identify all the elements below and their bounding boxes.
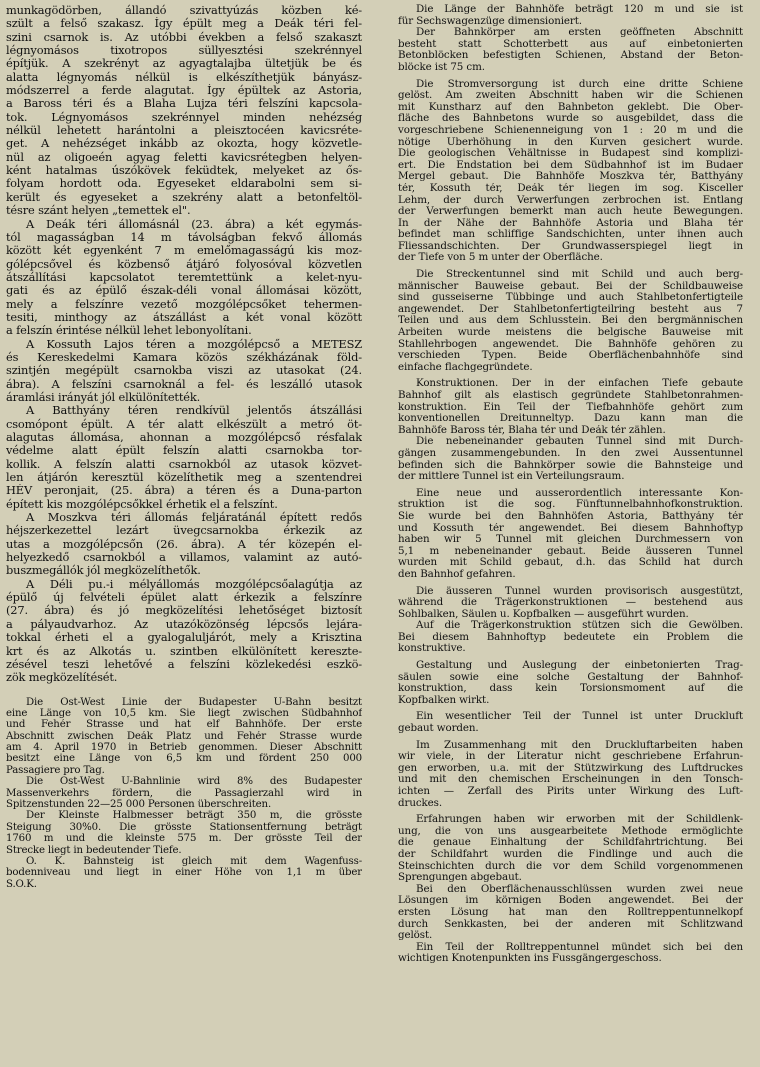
text-line: der mittlere Tunnel ist ein Verteilungsraum. bbox=[398, 471, 625, 483]
paragraph bbox=[398, 884, 743, 942]
text-line: tól magasságban 14 m távolságban fekvő állomás bbox=[6, 230, 362, 244]
text-line: Die Stromversorgung ist durch eine dritte Schiene bbox=[416, 78, 743, 90]
text-line: Bei den Oberflächenausschlüssen wurden zwei neue bbox=[416, 883, 743, 895]
text-line: während die Trägerkonstruktionen — bestehend aus bbox=[398, 597, 743, 609]
text-line: befindet man schliffige Sandschichten, unter ihnen auch bbox=[398, 229, 743, 241]
text-line: O. K. Bahnsteig ist gleich mit dem Wagenfuss- bbox=[26, 856, 362, 867]
text-line: védelme alatt épült felszín alatti csarnokba tor- bbox=[6, 444, 362, 458]
text-line: konstruktion, dass kein Torsionsmoment auf die bbox=[398, 683, 743, 695]
paragraph bbox=[6, 338, 362, 405]
text-line: ábra). A felszíni csarnoknál a fel- és leszálló utasok bbox=[6, 377, 362, 391]
text-line: Spitzenstunden 22—25 000 Personen überschreiten. bbox=[6, 799, 272, 811]
text-line: A Batthyány téren rendkívül jelentős átszállási bbox=[26, 404, 362, 418]
text-line: und Kossuth tér angewendet. Bei diesem Bahnhoftyp bbox=[398, 522, 743, 534]
text-line: A Kossuth Lajos téren a mozgólépcső a METESZ bbox=[26, 337, 362, 351]
text-line: gebaut worden. bbox=[398, 723, 479, 735]
text-line: zök megközelítését. bbox=[6, 671, 118, 685]
text-line: Sie wurde bei den Bahnhöfen Astoria, Batthyány tér bbox=[398, 510, 743, 522]
text-line: Kopfbalken wirkt. bbox=[398, 694, 490, 706]
text-line: között két egyenként 7 m emelőmagasságú kis moz- bbox=[6, 244, 362, 258]
text-line: gati és az épülő észak-déli vonal állomásai között, bbox=[6, 284, 362, 298]
paragraph bbox=[398, 586, 743, 621]
text-line: säulen sowie eine solche Gestaltung der Bahnhof- bbox=[398, 671, 743, 683]
text-line: Erfahrungen haben wir erworben mit der Schildlenk- bbox=[416, 814, 743, 826]
text-line: Massenverkehrs fördern, die Passagierzahl wird in bbox=[6, 787, 362, 799]
paragraph bbox=[6, 578, 362, 685]
text-line: buszmegállók jól megközelíthetők. bbox=[6, 564, 201, 578]
text-line: Steinschichten durch die vor dem Schild vorgenommenen bbox=[398, 860, 743, 872]
text-line: Die nebeneinander gebauten Tunnel sind mit Durch- bbox=[416, 436, 743, 448]
text-line: a pályaudvarhoz. Az utazóközönség lépcsős lejára- bbox=[6, 617, 362, 631]
text-line: héjszerkezettel lezárt üvegcsarnokba érkezik az bbox=[6, 524, 362, 538]
text-line: a Baross téri és a Blaha Lujza téri felszíni kapcsola- bbox=[6, 97, 362, 111]
text-line: Sohlbalken, Säulen u. Kopfbalken — ausgeführt wurden. bbox=[398, 608, 689, 620]
text-line: tesiti, minthogy az átszállást a két vonal között bbox=[6, 310, 362, 324]
text-line: csomópont épült. A tér alatt elkészült a metró öt- bbox=[6, 417, 362, 431]
text-line: Die Ost-West Linie der Budapester U-Bahn besitzt bbox=[26, 696, 362, 708]
text-line: durch Senkkasten, bei der anderen mit Schlitzwand bbox=[398, 918, 743, 930]
text-line: 1760 m und die kleinste 575 m. Der grösste Teil der bbox=[6, 833, 362, 845]
text-line: ersten Lösung hat man den Rolltreppentunnelkopf bbox=[398, 906, 743, 918]
text-line: die genaue Einhaltung der Schildfahrtrichtung. Bei bbox=[398, 837, 743, 849]
text-line: struktion ist die sog. Fünftunnelbahnhofkonstruktion. bbox=[398, 499, 743, 511]
text-line: und mit den chemischen Erscheinungen in den Tonsch- bbox=[398, 774, 743, 786]
text-line: tér, Kossuth tér, Deák tér liegen im sog. Kisceller bbox=[398, 182, 743, 194]
text-line: konventionellen Dreitunneltyp. Dazu kann man die bbox=[398, 413, 743, 425]
text-line: Die geologischen Vehältnisse in Budapest sind komplizi- bbox=[398, 148, 743, 160]
german-summary bbox=[6, 697, 362, 891]
text-line: ként hatalmas úszókövek feküdtek, melyeket az ős- bbox=[6, 164, 362, 178]
paragraph bbox=[6, 4, 362, 218]
text-line: blöcke ist 75 cm. bbox=[398, 61, 485, 73]
paragraph bbox=[398, 269, 743, 373]
text-line: sind gusseiserne Tübbinge und auch Stahlbetonfertigteile bbox=[398, 292, 743, 304]
text-line: Konstruktionen. Der in der einfachen Tiefe gebaute bbox=[416, 378, 743, 390]
text-line: Teilen und aus dem Schlusstein. Bei den bergmännischen bbox=[398, 315, 743, 327]
text-line: der Verwerfungen bemerkt man auch heute Bewegungen. bbox=[398, 206, 743, 218]
text-line: konstruktion. Ein Teil der Tiefbahnhöfe gehört zum bbox=[398, 401, 743, 413]
text-line: alatta légnyomás nélkül is elkészíthetjük bányász- bbox=[6, 70, 362, 84]
text-line: szintjén megépült csarnokba viszi az utasokat (24. bbox=[6, 364, 362, 378]
text-line: Der Bahnkörper am ersten geöffneten Abschnitt bbox=[416, 27, 743, 39]
text-line: nélkül lehetett harántolni a pleisztocéen kavicsréte- bbox=[6, 124, 362, 138]
text-line: utas a mozgólépcsőn (26. ábra). A tér közepén el- bbox=[6, 537, 362, 551]
text-line: A Moszkva téri állomás feljáratánál épített redős bbox=[26, 511, 362, 525]
text-line: besteht statt Schotterbett aus auf einbetonierten bbox=[398, 38, 743, 50]
text-line: get. A nehézséget inkább az okozta, hogy közvetle- bbox=[6, 137, 362, 151]
text-line: den Bahnhof gefahren. bbox=[398, 568, 516, 580]
left-column bbox=[6, 4, 362, 890]
text-line: ung, die von uns ausgearbeitete Methode ermöglichte bbox=[398, 825, 743, 837]
text-line: Die Streckentunnel sind mit Schild und auch berg- bbox=[416, 269, 743, 281]
text-line: Abschnitt zwischen Deák Platz und Fehér Strasse wurde bbox=[6, 730, 362, 742]
paragraph bbox=[398, 4, 743, 27]
paragraph bbox=[398, 620, 743, 655]
text-line: len átjárón keresztül közelíthetik meg a szentendrei bbox=[6, 471, 362, 485]
text-line: gen erworben, u.a. mit der Stützwirkung des Luftdruckes bbox=[398, 762, 743, 774]
text-line: Ein Teil der Rolltreppentunnel mündet sich bei den bbox=[416, 941, 743, 953]
text-line: wir viele, in der Literatur nicht geschriebene Erfahrun- bbox=[398, 751, 743, 763]
text-line: A Deák téri állomásnál (23. ábra) a két egymás- bbox=[26, 217, 362, 231]
text-line: krt és az Alkotás u. szintben elkülönített kereszte- bbox=[6, 644, 362, 658]
paragraph bbox=[398, 814, 743, 884]
text-line: Gestaltung und Auslegung der einbetonierten Trag- bbox=[416, 660, 743, 672]
text-line: helyezkedő csarnokból a villamos, valamint az autó- bbox=[6, 551, 362, 565]
text-line: S.O.K. bbox=[6, 878, 37, 890]
text-line: Passagiere pro Tag. bbox=[6, 764, 105, 776]
text-line: befinden sich die Bahnkörper sowie die Bahnsteige und bbox=[398, 459, 743, 471]
text-line: épülő új felvételi épület alatt érkezik a felszínre bbox=[6, 591, 362, 605]
text-line: konstruktive. bbox=[398, 643, 466, 655]
text-line: tokkal érheti el a gyalogaluljárót, mely a Krisztina bbox=[6, 631, 362, 645]
text-line: nül az oligoeén agyag feletti kavicsrétegben helyen- bbox=[6, 150, 362, 164]
text-line: (27. ábra) és jó megközelítési lehetőséget biztosít bbox=[6, 604, 362, 618]
text-line: Sprengungen abgebaut. bbox=[398, 872, 522, 884]
text-line: für Sechswagenzüge dimensioniert. bbox=[398, 15, 582, 27]
text-line: männischer Bauweise gebaut. Bei der Schildbauweise bbox=[398, 280, 743, 292]
text-line: átszállítási kapcsolatot teremtettünk a kelet-nyu- bbox=[6, 270, 362, 284]
paragraph bbox=[398, 711, 743, 734]
text-line: Auf die Trägerkonstruktion stützen sich die Gewölben. bbox=[416, 620, 743, 632]
text-line: és Kereskedelmi Kamara közös székházának föld- bbox=[6, 350, 362, 364]
text-line: HÉV peronjait, (25. ábra) a téren és a Duna-parton bbox=[6, 484, 362, 498]
text-line: mit Kunstharz auf den Bahnbeton geklebt. Die Ober- bbox=[398, 101, 743, 113]
text-line: 5,1 m nebeneinander gebaut. Beide äusseren Tunnel bbox=[398, 545, 743, 557]
paragraph bbox=[398, 488, 743, 581]
text-line: Bahnhöfe Baross tér, Blaha tér und Deák tér zählen. bbox=[398, 424, 666, 436]
text-line: Bei diesem Bahnhoftyp bedeutete ein Problem die bbox=[398, 631, 743, 643]
paragraph bbox=[398, 27, 743, 73]
text-line: gelöst. Am zweiten Abschnitt haben wir die Schienen bbox=[398, 90, 743, 102]
text-line: alagutas állomása, ahonnan a mozgólépcső résfalak bbox=[6, 431, 362, 444]
text-line: munkagödörben, állandó szivattyúzás közben ké- bbox=[6, 4, 362, 17]
text-line: Strecke liegt in bedeutender Tiefe. bbox=[6, 844, 182, 856]
text-line: Im Zusammenhang mit den Druckluftarbeiten haben bbox=[416, 739, 743, 751]
text-line: druckes. bbox=[398, 797, 443, 809]
paragraph bbox=[398, 378, 743, 436]
text-line: módszerrel a ferde alagutat. Így épültek az Astoria, bbox=[6, 84, 362, 98]
text-line: Ein wesentlicher Teil der Tunnel ist unter Druckluft bbox=[416, 711, 743, 723]
text-line: gelöst. bbox=[398, 930, 433, 942]
text-line: fläche des Bahnbetons wurde so ausgebildet, dass die bbox=[398, 113, 743, 125]
text-line: der Schildfahrt wurden die Findlinge und auch die bbox=[398, 848, 743, 860]
text-line: Mergel gebaut. Die Bahnhöfe Moszkva tér, Batthyány bbox=[398, 171, 743, 183]
text-line: a felszín érintése nélkül lehet lebonyolítani. bbox=[6, 324, 252, 338]
text-line: Bahnhof gilt als elastisch gegründete Stahlbetonrahmen- bbox=[398, 390, 743, 401]
text-line: Eine neue und ausserordentlich interessante Kon- bbox=[416, 487, 743, 499]
text-line: Die äusseren Tunnel wurden provisorisch ausgestützt, bbox=[416, 585, 743, 597]
hungarian-text bbox=[6, 4, 362, 685]
text-line: gólépcsővel és közbenső átjáró folyosóval közvetlen bbox=[6, 257, 362, 271]
text-line: wichtigen Knotenpunkten ins Fussgängergeschoss. bbox=[398, 953, 662, 965]
text-line: szini csarnok is. Az utóbbi években a felső szakaszt bbox=[6, 30, 362, 44]
text-line: Die Ost-West U-Bahnlinie wird 8% des Budapester bbox=[26, 776, 362, 788]
text-line: bodenniveau und liegt in einer Höhe von 1,1 m über bbox=[6, 867, 362, 879]
text-line: építjük. A szekrényt az agyagtalajba ültetjük be és bbox=[6, 57, 362, 71]
text-line: szült a felső szakasz. Így épült meg a Deák téri fel- bbox=[6, 17, 362, 31]
text-line: légnyomásos tixotropos süllyesztési szekrénnyel bbox=[6, 44, 362, 58]
text-line: tok. Légnyomásos szekrénnyel minden nehézség bbox=[6, 110, 362, 124]
text-line: Stahllehrbogen angewendet. Die Bahnhöfe gehören zu bbox=[398, 338, 743, 350]
text-line: besitzt eine Länge von 6,5 km und fördent 250 000 bbox=[6, 753, 362, 765]
paragraph bbox=[6, 404, 362, 511]
text-line: angewendet. Der Stahlbetonfertigteilring besteht aus 7 bbox=[398, 303, 743, 315]
text-line: Fliessandschichten. Der Grundwasserspiegel liegt in bbox=[398, 240, 743, 252]
text-line: Lehm, der durch Verwerfungen zerbrochen ist. Entlang bbox=[398, 194, 743, 206]
text-line: haben wir 5 Tunnel mit gleichen Durchmessern von bbox=[398, 534, 743, 546]
text-line: zésével teszi lehetővé a felszíni közlekedési eszkö- bbox=[6, 657, 362, 671]
text-line: vorgeschriebene Schienenneigung von 1 : 20 m und die bbox=[398, 124, 743, 136]
text-line: Arbeiten wurde meistens die belgische Bauweise mit bbox=[398, 327, 743, 339]
paragraph bbox=[398, 660, 743, 706]
text-line: verschieden Typen. Beide Oberflächenbahnhöfe sind bbox=[398, 350, 743, 362]
paragraph bbox=[6, 810, 362, 856]
text-line: einfache flachgegründete. bbox=[398, 361, 533, 373]
text-line: eine Länge von 10,5 km. Sie liegt zwischen Südbahnhof bbox=[6, 707, 362, 719]
paragraph bbox=[6, 856, 362, 890]
right-column bbox=[398, 4, 743, 965]
text-line: ichten — Zerfall des Pirits unter Wirkung des Luft- bbox=[398, 786, 743, 797]
text-line: épített kis mozgólépcsőkkel érhetik el a felszínt. bbox=[6, 497, 278, 511]
paragraph bbox=[6, 511, 362, 578]
paragraph bbox=[398, 436, 743, 482]
text-line: Der Kleinste Halbmesser beträgt 350 m, die grösste bbox=[26, 810, 362, 822]
text-line: der Tiefe von 5 m unter der Oberfläche. bbox=[398, 252, 603, 264]
text-line: Lösungen im körnigen Boden angewendet. Bei der bbox=[398, 895, 743, 907]
text-line: kollik. A felszín alatti csarnokból az utasok közvet- bbox=[6, 457, 362, 471]
text-line: In der Nähe der Bahnhöfe Astoria und Blaha tér bbox=[398, 217, 743, 229]
paragraph bbox=[398, 79, 743, 265]
paragraph bbox=[6, 218, 362, 338]
text-line: Steigung 30%0. Die grösste Stationsentfernung beträgt bbox=[6, 821, 362, 833]
text-line: wurden mit Schild gebaut, d.h. das Schild hat durch bbox=[398, 557, 743, 569]
text-line: ert. Die Endstation bei dem Südbahnhof ist im Budaer bbox=[398, 159, 743, 171]
text-line: áramlási irányát jól elkülönítették. bbox=[6, 390, 201, 404]
text-line: am 4. April 1970 in Betrieb genommen. Dieser Abschnitt bbox=[6, 742, 362, 754]
paragraph bbox=[6, 697, 362, 777]
text-line: tésre szánt helyen „temettek el". bbox=[6, 204, 191, 218]
text-line: folyam hordott oda. Egyeseket eldarabolni sem si- bbox=[6, 177, 362, 191]
paragraph bbox=[398, 740, 743, 810]
text-line: gängen zusammengebunden. In den zwei Aussentunnel bbox=[398, 447, 743, 459]
text-line: und Fehér Strasse und hat elf Bahnhöfe. Der erste bbox=[6, 719, 362, 731]
text-line: került és egyeseket a szekrény alatt a betonfeltöl- bbox=[6, 190, 362, 204]
paragraph bbox=[6, 776, 362, 810]
text-line: A Déli pu.-i mélyállomás mozgólépcsőalagútja az bbox=[26, 577, 362, 591]
text-line: nötige Überhöhung in den Kurven gesichert wurde. bbox=[398, 136, 743, 148]
text-line: Betonblöcken befestigten Schienen, Abstand der Beton- bbox=[398, 50, 743, 62]
text-line: mely a felszínre vezető mozgólépcsőket tehermen- bbox=[6, 297, 362, 311]
text-line: Die Länge der Bahnhöfe beträgt 120 m und sie ist bbox=[416, 4, 743, 15]
paragraph bbox=[398, 942, 743, 965]
